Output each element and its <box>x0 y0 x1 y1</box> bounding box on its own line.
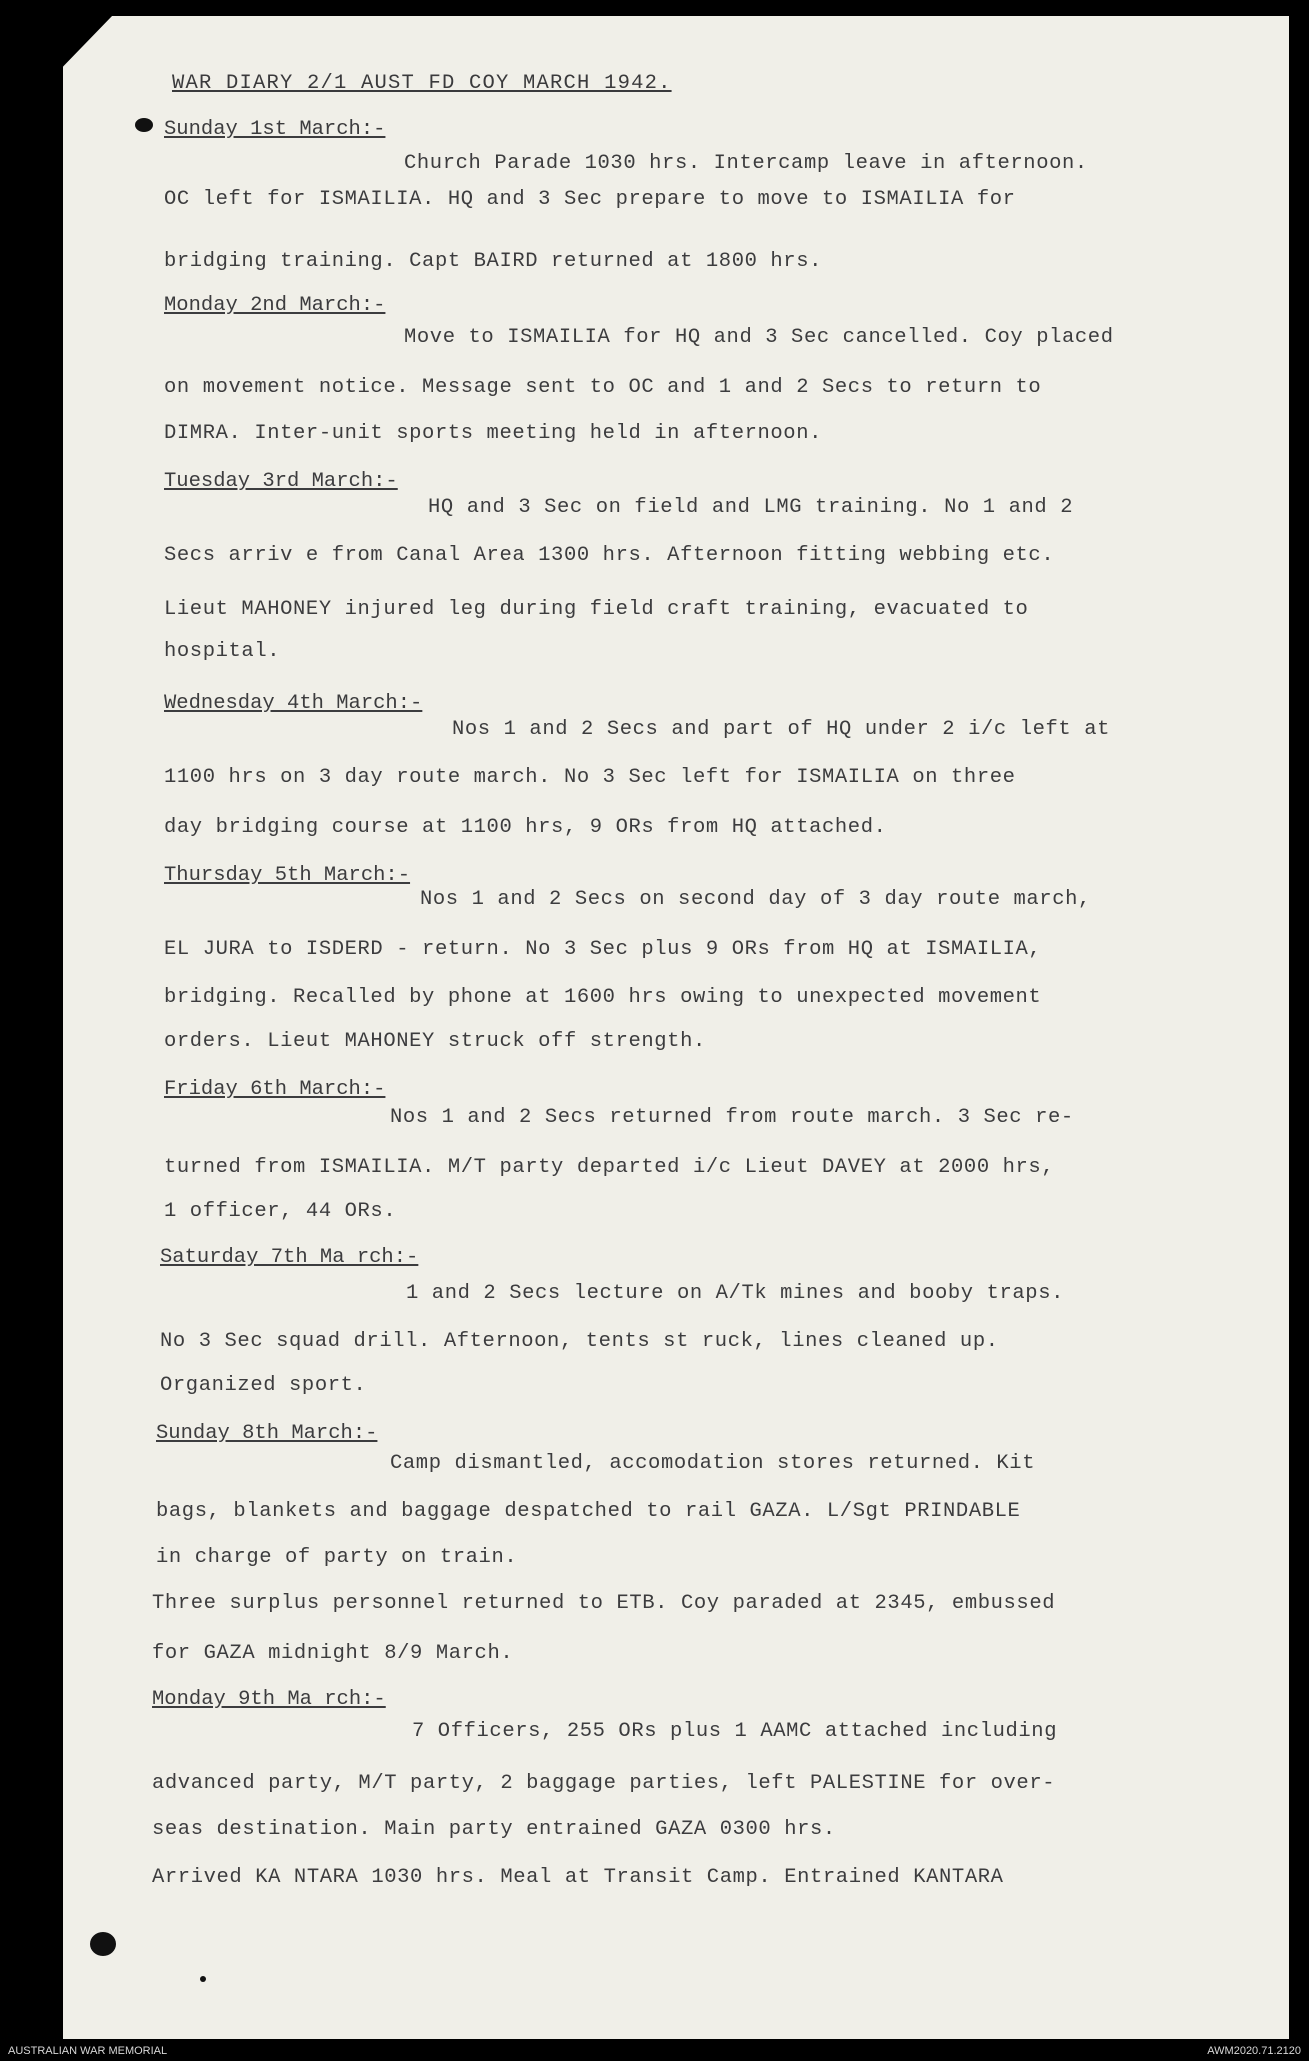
entry-line: 1 and 2 Secs lecture on A/Tk mines and booby traps. <box>406 1282 1065 1305</box>
entry-line: Nos 1 and 2 Secs returned from route march. 3 Sec re- <box>390 1106 1074 1129</box>
entry-heading: Tuesday 3rd March:- <box>164 470 398 493</box>
entry-heading: Friday 6th March:- <box>164 1078 386 1101</box>
entry-line: Move to ISMAILIA for HQ and 3 Sec cancelled. Coy placed <box>404 326 1114 349</box>
footer-credit: AUSTRALIAN WAR MEMORIAL <box>8 2045 168 2057</box>
ink-blot <box>200 1976 206 1982</box>
entry-line: HQ and 3 Sec on field and LMG training. No 1 and 2 <box>428 496 1074 519</box>
entry-line: advanced party, M/T party, 2 baggage parties, left PALESTINE for over- <box>152 1772 1056 1795</box>
entry-line: seas destination. Main party entrained GAZA 0300 hrs. <box>152 1818 836 1841</box>
entry-line: bridging training. Capt BAIRD returned at 1800 hrs. <box>164 250 823 273</box>
entry-line: Camp dismantled, accomodation stores returned. Kit <box>390 1452 1036 1475</box>
entry-line: hospital. <box>164 640 281 663</box>
entry-line: turned from ISMAILIA. M/T party departed i/c Lieut DAVEY at 2000 hrs, <box>164 1156 1055 1179</box>
entry-line: Nos 1 and 2 Secs and part of HQ under 2 i/c left at <box>452 718 1111 741</box>
ink-blot <box>90 1932 116 1956</box>
entry-line: 1100 hrs on 3 day route march. No 3 Sec left for ISMAILIA on three <box>164 766 1016 789</box>
entry-line: for GAZA midnight 8/9 March. <box>152 1642 514 1665</box>
entry-line: on movement notice. Message sent to OC and 1 and 2 Secs to return to <box>164 376 1042 399</box>
entry-heading: Monday 9th Ma rch:- <box>152 1688 386 1711</box>
entry-line: orders. Lieut MAHONEY struck off strength. <box>164 1030 706 1053</box>
entry-line: 7 Officers, 255 ORs plus 1 AAMC attached including <box>412 1720 1058 1743</box>
entry-line: OC left for ISMAILIA. HQ and 3 Sec prepare to move to ISMAILIA for <box>164 188 1016 211</box>
entry-heading: Sunday 1st March:- <box>164 118 386 141</box>
entry-line: DIMRA. Inter-unit sports meeting held in afternoon. <box>164 422 823 445</box>
entry-heading: Thursday 5th March:- <box>164 864 411 887</box>
entry-line: in charge of party on train. <box>156 1546 518 1569</box>
entry-line: Lieut MAHONEY injured leg during field craft training, evacuated to <box>164 598 1029 621</box>
entry-line: No 3 Sec squad drill. Afternoon, tents st ruck, lines cleaned up. <box>160 1330 999 1353</box>
footer-reference: AWM2020.71.2120 <box>1207 2045 1301 2057</box>
entry-line: Nos 1 and 2 Secs on second day of 3 day route march, <box>420 888 1091 911</box>
entry-line: day bridging course at 1100 hrs, 9 ORs from HQ attached. <box>164 816 887 839</box>
entry-line: Three surplus personnel returned to ETB. Coy paraded at 2345, embussed <box>152 1592 1056 1615</box>
entry-line: Arrived KA NTARA 1030 hrs. Meal at Transit Camp. Entrained KANTARA <box>152 1866 1004 1889</box>
entry-line: bags, blankets and baggage despatched to rail GAZA. L/Sgt PRINDABLE <box>156 1500 1021 1523</box>
entry-heading: Sunday 8th March:- <box>156 1422 378 1445</box>
entry-line: Organized sport. <box>160 1374 367 1397</box>
document-title: WAR DIARY 2/1 AUST FD COY MARCH 1942. <box>172 72 672 95</box>
entry-heading: Monday 2nd March:- <box>164 294 386 317</box>
entry-line: Secs arriv e from Canal Area 1300 hrs. Afternoon fitting webbing etc. <box>164 544 1055 567</box>
ink-blot <box>135 118 153 132</box>
entry-heading: Saturday 7th Ma rch:- <box>160 1246 419 1269</box>
entry-line: EL JURA to ISDERD - return. No 3 Sec plus 9 ORs from HQ at ISMAILIA, <box>164 938 1042 961</box>
entry-line: Church Parade 1030 hrs. Intercamp leave in afternoon. <box>404 152 1088 175</box>
entry-line: 1 officer, 44 ORs. <box>164 1200 397 1223</box>
entry-heading: Wednesday 4th March:- <box>164 692 423 715</box>
entry-line: bridging. Recalled by phone at 1600 hrs owing to unexpected movement <box>164 986 1042 1009</box>
